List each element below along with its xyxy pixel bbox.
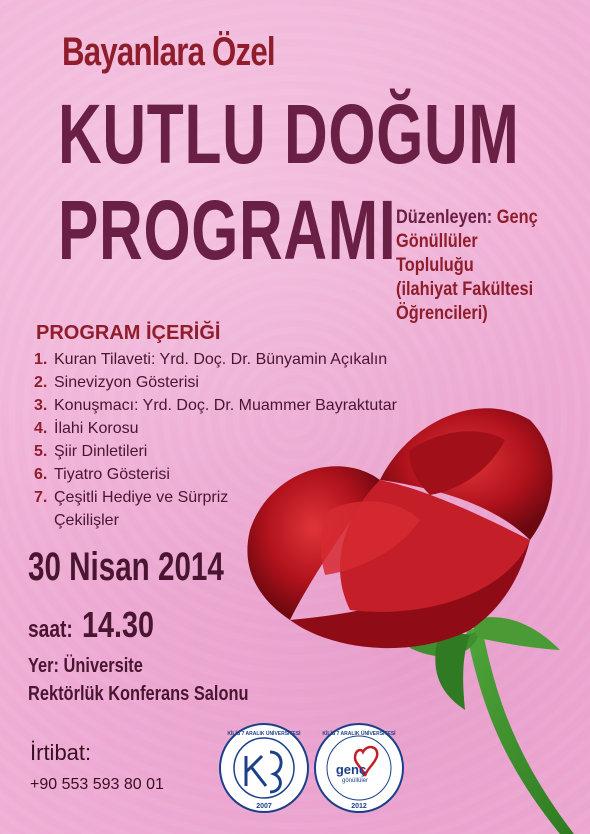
university-year: 2007 xyxy=(256,803,272,810)
event-place xyxy=(28,652,274,708)
rose-sepal xyxy=(435,630,470,710)
university-logo xyxy=(218,722,310,814)
contact-label: İrtibat: xyxy=(30,740,92,765)
item-number: 7. xyxy=(34,489,48,506)
contact-phone: +90 553 593 80 01 xyxy=(30,776,164,793)
organizer-name-4: Öğrencileri) xyxy=(396,303,488,324)
club-year: 2012 xyxy=(351,803,367,810)
organizer-name-1: Genç xyxy=(496,207,538,228)
time-label: saat: xyxy=(28,616,73,643)
organizer-block xyxy=(396,206,559,326)
club-name-1: genç xyxy=(335,762,367,777)
item-text: Konuşmacı: Yrd. Doç. Dr. Muammer Bayraktutar xyxy=(54,397,397,414)
event-time-row xyxy=(28,604,173,646)
club-logo xyxy=(313,722,405,814)
item-text: İlahi Korosu xyxy=(54,420,139,437)
organizer-label: Düzenleyen: xyxy=(396,207,493,228)
club-name-2: gönüllüler xyxy=(341,778,369,784)
list-item xyxy=(34,348,397,371)
item-number: 3. xyxy=(34,397,48,414)
item-text: Şiir Dinletileri xyxy=(54,443,148,460)
rose-stem xyxy=(466,628,574,834)
university-logo-text: KİLİS 7 ARALIK ÜNİVERSİTESİ xyxy=(227,731,301,737)
program-heading: PROGRAM İÇERİĞİ xyxy=(36,322,221,344)
place-line-1: Yer: Üniversite xyxy=(28,655,143,677)
time-value: 14.30 xyxy=(82,604,155,645)
item-number: 2. xyxy=(34,374,48,391)
item-number: 5. xyxy=(34,443,48,460)
item-number: 4. xyxy=(34,420,48,437)
place-line-2: Rektörlük Konferans Salonu xyxy=(28,683,249,705)
item-text: Çeşitli Hediye ve Sürpriz Çekilişler xyxy=(54,489,229,529)
club-logo-text: KİLİS 7 ARALIK ÜNİVERSİTESİ xyxy=(322,731,396,737)
organizer-name-3: (ilahiyat Fakültesi xyxy=(396,279,534,300)
item-text: Sinevizyon Gösterisi xyxy=(54,374,199,391)
event-date: 30 Nisan 2014 xyxy=(28,545,224,589)
item-text: Kuran Tilaveti: Yrd. Doç. Dr. Bünyamin Açıkalın xyxy=(54,351,388,368)
item-number: 1. xyxy=(34,351,48,368)
title-line-2: PROGRAMI xyxy=(58,183,397,277)
item-number: 6. xyxy=(34,466,48,483)
item-text: Tiyatro Gösterisi xyxy=(54,466,170,483)
organizer-name-2: Gönüllüler Topluluğu xyxy=(396,231,478,276)
subtitle: Bayanlara Özel xyxy=(62,30,275,74)
title-line-1: KUTLU DOĞUM xyxy=(58,87,520,181)
